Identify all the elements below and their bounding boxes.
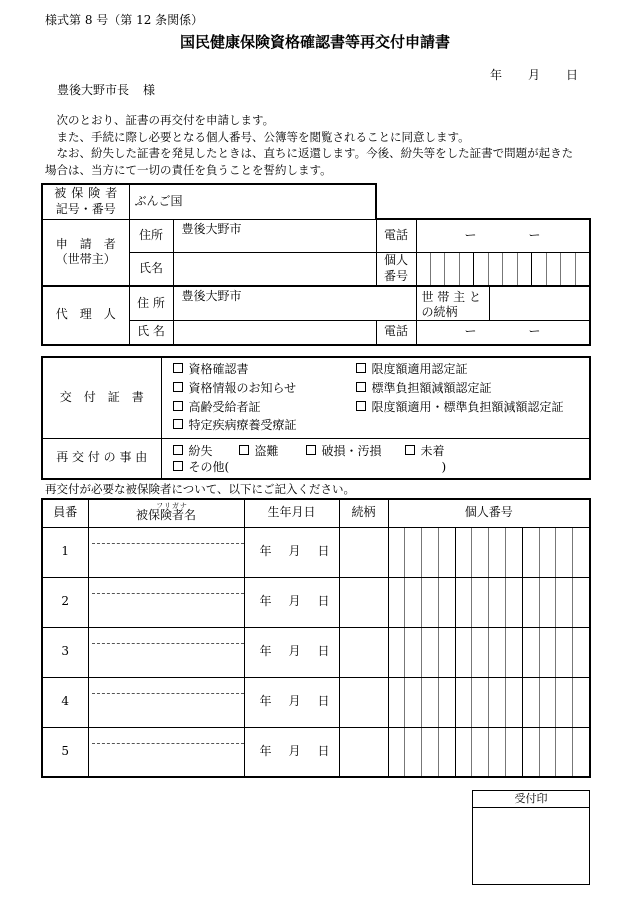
month-unit: 月 [288,644,301,659]
insured-number-value: ぶんご国 [134,193,183,208]
declaration-line: また、手続に際し必要となる個人番号、公簿等を閲覧されることに同意します。 [45,129,470,144]
date-month-unit: 月 [528,68,541,82]
reason-other[interactable] [173,460,230,474]
individual-number-digit-cell[interactable] [489,578,506,627]
individual-number-digit-cell[interactable] [472,728,489,777]
individual-number-digit-cell[interactable] [472,528,489,577]
option-qualification-certificate[interactable] [173,362,249,376]
individual-number-grid [389,578,590,627]
day-unit: 日 [317,694,330,709]
individual-number-digit-cell[interactable] [561,253,575,286]
member-birthdate-cell[interactable] [244,527,339,577]
option-specific-disease-certificate[interactable] [173,418,297,432]
member-relation-cell[interactable] [339,627,388,677]
checkbox[interactable] [173,445,183,455]
option-label: その他( [188,459,230,474]
applicant-name-field[interactable] [173,252,376,286]
individual-number-digit-cell[interactable] [540,578,557,627]
individual-number-digit-cell[interactable] [576,253,589,286]
individual-number-digit-cell[interactable] [518,253,532,286]
individual-number-grid [389,728,590,777]
month-unit: 月 [288,594,301,609]
receipt-stamp-box [472,790,590,885]
member-row-1 [42,527,590,577]
checkbox[interactable] [173,419,183,429]
agent-address-prefill: 豊後大野市 [181,289,242,303]
relation-label [416,286,489,321]
member-row-4 [42,677,590,727]
member-name-cell[interactable] [88,527,244,577]
agent-name-label: 氏 名 [129,321,173,345]
individual-number-digit-cell[interactable] [456,628,473,677]
agent-relation-field[interactable] [489,286,590,321]
relation-label-line1: 世 帯 主 と [421,290,481,304]
individual-number-digit-cell[interactable] [389,678,406,727]
member-name-cell[interactable] [88,727,244,777]
individual-number-digit-cell[interactable] [422,728,439,777]
member-individual-number-cell[interactable] [388,527,590,577]
option-limit-reduction-certificate[interactable] [356,400,564,414]
individual-number-digit-cell[interactable] [556,678,573,727]
member-instruction: 再交付が必要な被保険者について、以下にご記入ください。 [45,482,356,496]
month-unit: 月 [288,743,301,758]
applicant-address-row [42,219,590,252]
individual-number-digit-cell[interactable] [556,578,573,627]
header-name-text: 被保険者名 [135,507,196,522]
reason-lost[interactable] [173,444,213,458]
day-unit: 日 [317,644,330,659]
member-row-2 [42,577,590,627]
phone-separator: ー [464,227,477,242]
month-unit: 月 [288,694,301,709]
addressee: 豊後大野市長 [57,83,130,97]
year-unit: 年 [259,694,272,709]
individual-number-digit-cell[interactable] [456,578,473,627]
blank-area [376,184,590,219]
individual-number-digit-cell[interactable] [532,253,546,286]
individual-number-digit-cell[interactable] [422,678,439,727]
individual-number-digit-cell[interactable] [439,578,456,627]
insured-number-label [42,184,129,219]
reason-not-arrived[interactable] [405,444,445,458]
members-header-row [42,499,590,527]
individual-number-digit-cell[interactable] [523,678,540,727]
month-unit: 月 [288,544,301,559]
header-individual-number: 個人番号 [388,499,590,527]
option-label: 盗難 [254,443,279,458]
member-individual-number-cell[interactable] [388,727,590,777]
individual-number-digit-cell[interactable] [472,578,489,627]
checkbox[interactable] [356,382,366,392]
option-label: 未着 [420,443,445,458]
address-prefill: 豊後大野市 [181,221,242,236]
applicant-phone-field[interactable] [416,219,590,252]
individual-number-digit-cell[interactable] [389,578,406,627]
option-label: 資格情報のお知らせ [188,381,297,395]
furigana-divider [92,593,244,594]
applicant-individual-number-field[interactable] [416,252,590,286]
reason-options [161,438,590,479]
individual-number-digit-cell[interactable] [540,728,557,777]
header-relation: 続柄 [339,499,388,527]
individual-number-digit-cell[interactable] [489,728,506,777]
individual-number-digit-cell[interactable] [489,628,506,677]
furigana-divider [92,693,244,694]
option-label: 破損・汚損 [321,443,382,458]
agent-label: 代 理 人 [42,286,129,345]
individual-number-digit-cell[interactable] [506,728,523,777]
individual-number-digit-cell[interactable] [523,728,540,777]
checkbox[interactable] [239,445,249,455]
individual-number-label-line1: 個人 [384,253,409,268]
member-number: 1 [42,527,88,577]
individual-number-digit-cell[interactable] [405,628,422,677]
page-title: 国民健康保険資格確認書等再交付申請書 [179,33,450,51]
declaration-line: なお、紛失した証書を発見したときは、直ちに返還します。今後、紛失等をした証書で問題が起きた [45,146,574,161]
phone-separator: ー [528,227,541,242]
individual-number-digit-cell[interactable] [523,628,540,677]
day-unit: 日 [317,544,330,559]
individual-number-digit-cell[interactable] [389,728,406,777]
member-row-3 [42,627,590,677]
issue-certificate-row [42,357,590,438]
individual-number-digit-cell[interactable] [417,253,431,286]
member-birthdate-cell[interactable] [244,727,339,777]
member-row-5 [42,727,590,777]
agent-phone-label: 電話 [376,321,416,345]
member-individual-number-cell[interactable] [388,677,590,727]
member-number: 5 [42,727,88,777]
relation-label-line2: の続柄 [421,305,458,319]
day-unit: 日 [317,743,330,758]
address-label: 住所 [129,219,173,252]
option-label: 高齢受給者証 [188,400,261,414]
agent-phone-field[interactable] [416,321,590,345]
individual-number-grid [389,628,590,677]
checkbox[interactable] [173,461,183,471]
addressee-suffix: 様 [143,83,156,97]
individual-number-digit-cell[interactable] [445,253,459,286]
header-furigana: フリガナ [156,502,188,510]
individual-number-digit-cell[interactable] [503,253,517,286]
individual-number-digit-cell[interactable] [389,628,406,677]
member-birthdate-cell[interactable] [244,627,339,677]
issue-certificate-label: 交 付 証 書 [42,357,161,438]
agent-address-row [42,286,590,321]
individual-number-digit-cell[interactable] [405,528,422,577]
phone-separator: ー [528,324,541,339]
checkbox[interactable] [356,401,366,411]
individual-number-digit-cell[interactable] [474,253,488,286]
individual-number-digit-cell[interactable] [456,528,473,577]
applicant-label-text: 申 請 者 [55,236,116,251]
agent-address-field[interactable] [173,286,416,321]
individual-number-digit-cell[interactable] [422,578,439,627]
individual-number-grid [389,528,590,577]
member-relation-cell[interactable] [339,677,388,727]
individual-number-digit-cell[interactable] [439,528,456,577]
year-unit: 年 [259,544,272,559]
option-limit-certificate[interactable] [356,362,468,376]
member-number: 3 [42,627,88,677]
individual-number-digit-cell[interactable] [472,678,489,727]
declaration-line: 場合は、当方にて一切の責任を負うことを誓約します。 [45,163,332,178]
option-qualification-info-notice[interactable] [173,381,297,395]
furigana-divider [92,543,244,544]
member-relation-cell[interactable] [339,727,388,777]
certificate-options [161,357,590,438]
individual-number-digit-cell[interactable] [547,253,561,286]
individual-number-digit-cell[interactable] [456,728,473,777]
individual-number-digit-cell[interactable] [523,528,540,577]
individual-number-grid [389,678,590,727]
checkbox[interactable] [405,445,415,455]
member-relation-cell[interactable] [339,527,388,577]
option-label: 特定疾病療養受療証 [188,418,297,432]
insured-number-field[interactable] [129,184,376,219]
furigana-divider [92,743,244,744]
date-day-unit: 日 [566,68,579,82]
member-name-cell[interactable] [88,677,244,727]
individual-number-digit-cell[interactable] [422,528,439,577]
individual-number-digit-cell[interactable] [439,728,456,777]
insured-label-line2: 記号・番号 [55,201,116,216]
insured-number-row [42,184,590,219]
individual-number-digit-cell[interactable] [405,678,422,727]
individual-number-digit-cell[interactable] [523,578,540,627]
option-reduction-certificate[interactable] [356,381,492,395]
other-close-paren: ) [441,459,447,474]
members-table [41,498,591,778]
name-label: 氏名 [129,252,173,286]
individual-number-label [376,252,416,286]
individual-number-digit-cell[interactable] [556,728,573,777]
certificate-table [41,356,591,480]
checkbox[interactable] [173,401,183,411]
individual-number-digit-cell[interactable] [506,578,523,627]
individual-number-digit-cell[interactable] [556,628,573,677]
individual-number-label-line2: 番号 [384,268,409,283]
option-label: 資格確認書 [188,362,249,376]
furigana-divider [92,643,244,644]
individual-number-digit-cell[interactable] [573,628,589,677]
declaration-line: 次のとおり、証書の再交付を申請します。 [45,113,275,127]
individual-number-digit-cell[interactable] [422,628,439,677]
individual-number-digit-cell[interactable] [540,528,557,577]
agent-name-field[interactable] [173,321,376,345]
individual-number-digit-cell[interactable] [389,528,406,577]
individual-number-digit-cell[interactable] [540,628,557,677]
option-label: 標準負担額減額認定証 [371,381,492,395]
checkbox[interactable] [356,363,366,373]
reissue-reason-label: 再 交 付 の 事 由 [42,438,161,479]
header-member-number: 員番 [42,499,88,527]
individual-number-digit-cell[interactable] [431,253,445,286]
checkbox[interactable] [173,363,183,373]
applicant-address-field[interactable] [173,219,376,252]
individual-number-digit-cell[interactable] [439,678,456,727]
header-insured-name [88,499,244,527]
individual-number-digit-cell[interactable] [573,728,589,777]
declaration-text [45,112,573,179]
individual-number-digit-cell[interactable] [460,253,474,286]
member-name-cell[interactable] [88,627,244,677]
applicant-table [41,183,591,346]
member-relation-cell[interactable] [339,577,388,627]
individual-number-digit-cell[interactable] [573,678,589,727]
form-number: 様式第 8 号（第 12 条関係） [45,13,204,27]
member-birthdate-cell[interactable] [244,577,339,627]
member-name-cell[interactable] [88,577,244,627]
year-unit: 年 [259,594,272,609]
member-individual-number-cell[interactable] [388,627,590,677]
reason-damaged[interactable] [306,444,382,458]
option-label: 限度額適用認定証 [371,362,468,376]
agent-address-label: 住 所 [129,286,173,321]
option-label: 紛失 [188,443,213,458]
individual-number-digit-cell[interactable] [556,528,573,577]
individual-number-digit-cell[interactable] [573,528,589,577]
applicant-label [42,219,129,286]
year-unit: 年 [259,644,272,659]
checkbox[interactable] [306,445,316,455]
phone-label: 電話 [376,219,416,252]
individual-number-digit-cell[interactable] [405,728,422,777]
year-unit: 年 [259,743,272,758]
individual-number-digit-cell[interactable] [439,628,456,677]
individual-number-digit-cell[interactable] [405,578,422,627]
receipt-stamp-label: 受付印 [473,791,589,808]
individual-number-digit-cell[interactable] [456,678,473,727]
member-individual-number-cell[interactable] [388,577,590,627]
individual-number-digit-cell[interactable] [506,628,523,677]
day-unit: 日 [317,594,330,609]
individual-number-digit-cell[interactable] [489,253,503,286]
option-label: 限度額適用・標準負担額減額認定証 [371,400,564,414]
reissue-reason-row [42,438,590,479]
reason-stolen[interactable] [239,444,279,458]
member-number: 2 [42,577,88,627]
insured-label-line1: 被保険者 [54,186,123,201]
member-birthdate-cell[interactable] [244,677,339,727]
individual-number-digit-cell[interactable] [472,628,489,677]
date-year-unit: 年 [490,68,503,82]
individual-number-grid [417,253,590,286]
individual-number-digit-cell[interactable] [506,678,523,727]
other-reason-input[interactable] [234,460,438,474]
header-birthdate: 生年月日 [244,499,339,527]
option-elderly-recipient-certificate[interactable] [173,400,261,414]
individual-number-digit-cell[interactable] [573,578,589,627]
individual-number-digit-cell[interactable] [540,678,557,727]
individual-number-digit-cell[interactable] [489,678,506,727]
phone-separator: ー [464,324,477,339]
individual-number-digit-cell[interactable] [506,528,523,577]
applicant-label-sub: （世帯主） [55,252,116,267]
checkbox[interactable] [173,382,183,392]
individual-number-digit-cell[interactable] [489,528,506,577]
member-number: 4 [42,677,88,727]
